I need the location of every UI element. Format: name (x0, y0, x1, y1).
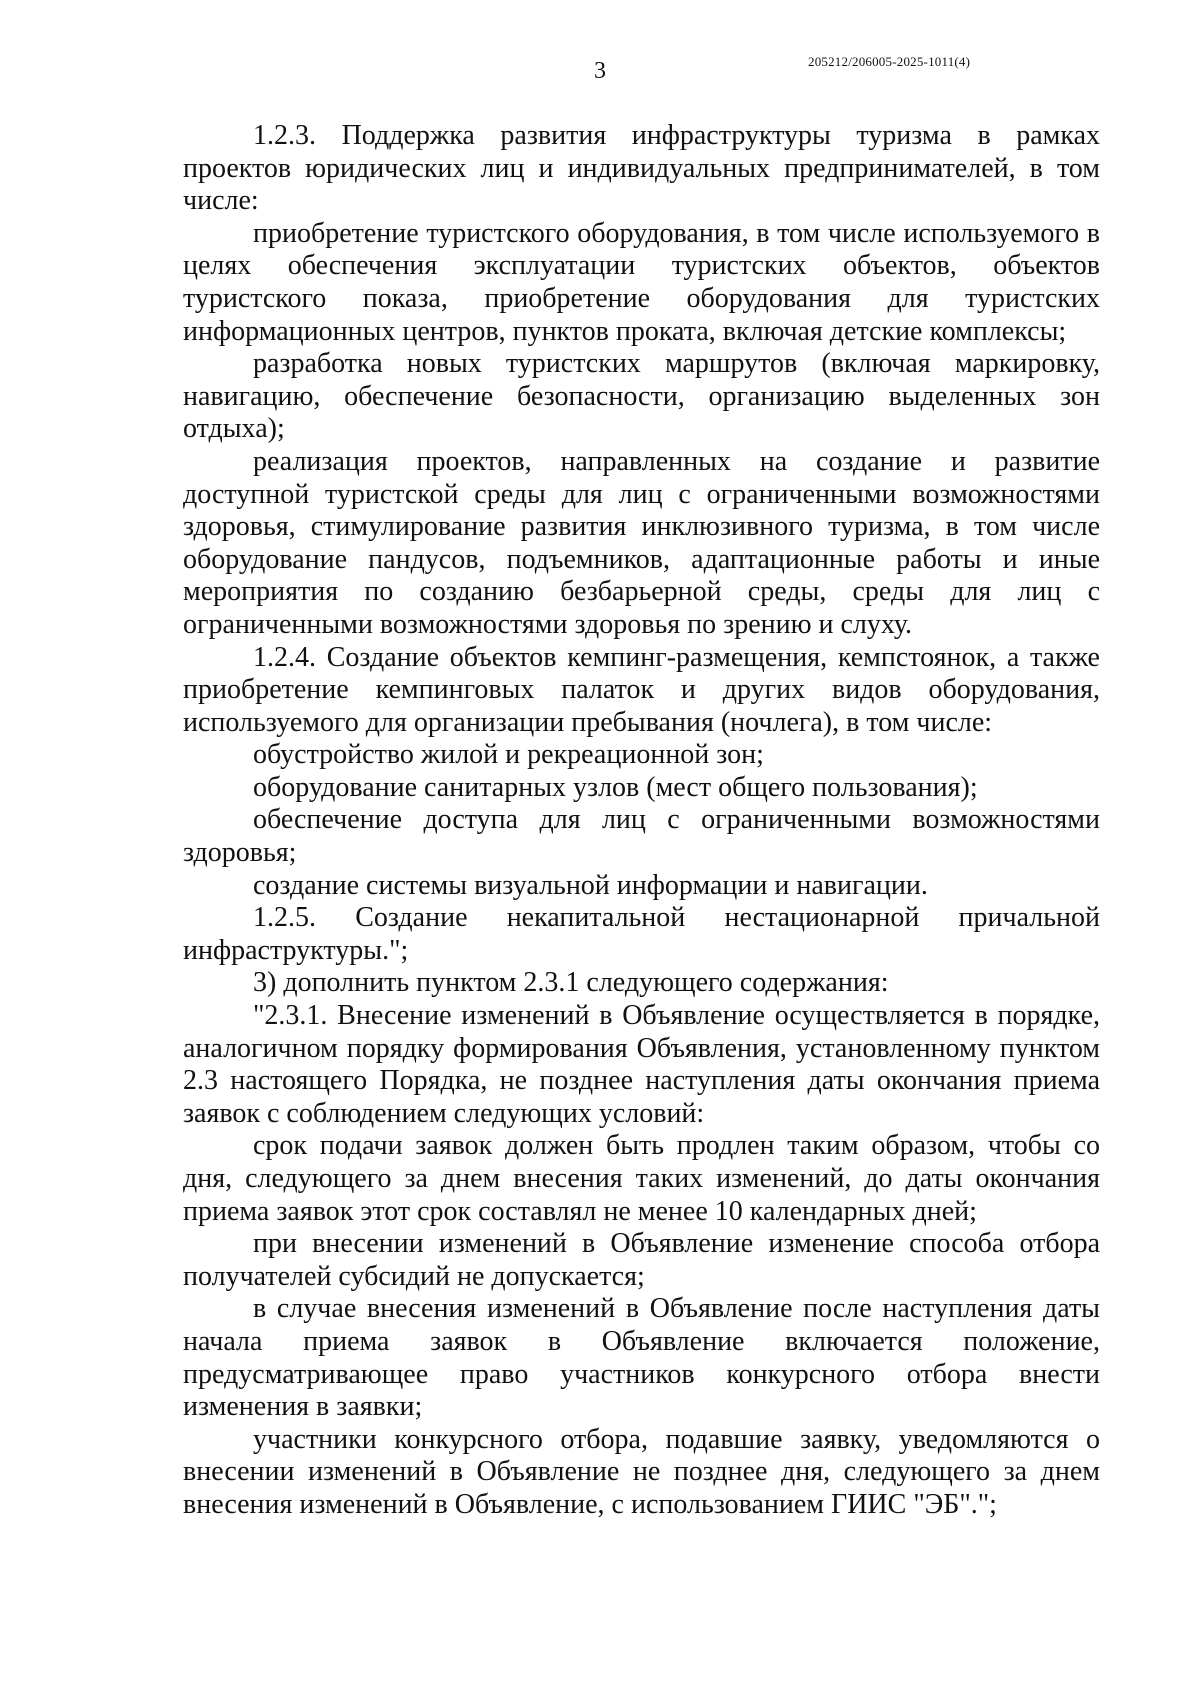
paragraph-1-2-5: 1.2.5. Создание некапитальной нестационарной причальной инфраструктуры."; (183, 902, 1100, 966)
paragraph-residential-zones: обустройство жилой и рекреационной зон; (253, 739, 764, 771)
paragraph-access-disabled: обеспечение доступа для лиц с ограниченными возможностями здоровья; (183, 804, 1100, 869)
paragraph-1-2-3: 1.2.3. Поддержка развития инфраструктуры туризма в рамках проектов юридических лиц и индивидуальных предпринимателей, в том числе: (183, 120, 1100, 217)
paragraph-sanitary-facilities: оборудование санитарных узлов (мест общего пользования); (253, 771, 978, 803)
paragraph-new-routes: разработка новых туристских маршрутов (включая маркировку, навигацию, обеспечение безопасности, организацию выделенных зон отдыха); (183, 348, 1100, 445)
paragraph-changes-after-start: в случае внесения изменений в Объявление после наступления даты начала приема заявок в Объявление включается положение, предусматривающее право участников конкурсного отбора внести изменения в заявки; (183, 1293, 1100, 1423)
paragraph-tourist-equipment: приобретение туристского оборудования, в том числе используемого в целях обеспечения эксплуатации туристских объектов, объектов туристского показа, приобретение оборудования для туристских информационных центров, пунктов проката, включая детские комплексы; (183, 217, 1100, 347)
document-body (183, 120, 1100, 1522)
paragraph-participants-notified: участники конкурсного отбора, подавшие заявку, уведомляются о внесении изменений в Объявление не позднее дня, следующего за днем внесения изменений в Объявление, с использованием ГИИС "ЭБ"."; (183, 1423, 1100, 1520)
paragraph-application-deadline: срок подачи заявок должен быть продлен таким образом, чтобы со дня, следующего за днем внесения таких изменений, до даты окончания приема заявок этот срок составлял не менее 10 календарных дней; (183, 1130, 1100, 1227)
page-number: 3 (594, 58, 606, 84)
paragraph-2-3-1: "2.3.1. Внесение изменений в Объявление осуществляется в порядке, аналогичном порядку формирования Объявления, установленному пунктом 2.3 настоящего Порядка, не позднее наступления даты окончания приема заявок с соблюдением следующих условий: (183, 1000, 1100, 1129)
document-code: 205212/206005-2025-1011(4) (808, 54, 971, 69)
paragraph-visual-information: создание системы визуальной информации и навигации. (253, 869, 928, 901)
paragraph-amendment-3: 3) дополнить пунктом 2.3.1 следующего содержания: (253, 967, 889, 999)
paragraph-selection-method: при внесении изменений в Объявление изменение способа отбора получателей субсидий не допускается; (183, 1228, 1100, 1292)
paragraph-accessible-environment: реализация проектов, направленных на создание и развитие доступной туристской среды для лиц с ограниченными возможностями здоровья, стимулирование развития инклюзивного туризма, в том числе оборудование пандусов, подъемников, адаптационные работы и иные мероприятия по созданию безбарьерной среды, среды для лиц с ограниченными возможностями здоровья по зрению и слуху. (183, 445, 1100, 640)
paragraph-1-2-4: 1.2.4. Создание объектов кемпинг-размещения, кемпстоянок, а также приобретение кемпинговых палаток и других видов оборудования, используемого для организации пребывания (ночлега), в том числе: (183, 641, 1100, 738)
